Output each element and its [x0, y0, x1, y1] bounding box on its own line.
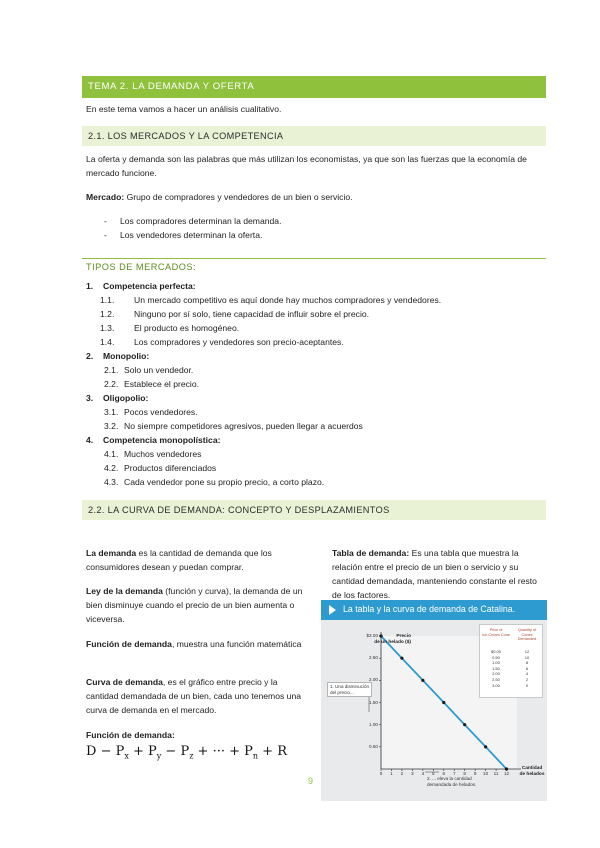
formula-subscript: z: [189, 751, 194, 761]
section-divider: [82, 258, 546, 259]
list-text: Pocos vendedores.: [124, 407, 198, 417]
table-qty-cell: 6: [525, 665, 529, 671]
funcion-demanda-definition: [86, 637, 308, 651]
table-qty-cell: 4: [525, 671, 529, 677]
annotation-quantity-increase: 2. ... eleva la cantidad demandada de helados.: [427, 776, 477, 787]
x-tick-label: 6: [442, 771, 446, 776]
annotation-price-decrease: 1. Una disminución del precio...: [327, 682, 372, 697]
data-point: [400, 657, 403, 660]
table-header-qty: Quantity of Cones Demanded: [517, 628, 537, 641]
tipo-heading-2: [86, 349, 150, 363]
list-item: [100, 293, 442, 307]
formula-subscript: x: [124, 751, 129, 761]
term-bold: Tabla de demanda:: [332, 548, 410, 558]
formula-part: − P: [96, 744, 125, 759]
ley-demanda-definition: [86, 584, 308, 626]
table-price-cell: 0.50: [492, 654, 500, 660]
list-number: 2.1.: [104, 365, 119, 375]
table-qty-cell: 12: [524, 649, 530, 654]
list-text: Ninguno por sí solo, tiene capacidad de influir sobre el precio.: [134, 309, 370, 319]
table-qty-cell: 10: [524, 654, 530, 660]
list-text: No siempre competidores agresivos, pueden llegar a acuerdos: [124, 421, 363, 431]
list-text: Los compradores y vendedores son precio-aceptantes.: [134, 337, 344, 347]
list-item: [104, 475, 325, 489]
x-tick-label: 10: [483, 771, 489, 776]
data-point: [463, 723, 466, 726]
bullet-text: Los compradores determinan la demanda.: [120, 216, 282, 226]
demand-formula: [86, 744, 287, 761]
list-text: Cada vendedor pone su propio precio, a corto plazo.: [124, 477, 325, 487]
funcion-demanda-label: Función de demanda:: [86, 730, 175, 740]
page-number: 9: [308, 776, 314, 786]
table-qty-cell: 0: [525, 682, 529, 688]
list-number: 2.2.: [104, 379, 119, 389]
curva-demanda-definition: [86, 675, 308, 717]
list-number: 1.: [86, 281, 94, 291]
list-text: Muchos vendedores: [124, 449, 202, 459]
term-text: (función y curva), la demanda de un bien disminuye cuando el precio de un bien aumenta o viceversa.: [86, 586, 303, 624]
x-tick-label: 2: [400, 771, 404, 776]
dash-marker: -: [104, 230, 107, 240]
table-price-cell: 2.50: [492, 676, 500, 682]
formula-part: + R: [258, 744, 287, 759]
y-axis-label: Precio de un helado ($): [374, 634, 411, 645]
y-tick-label: 2.50: [369, 655, 378, 661]
tabla-demanda-definition: [332, 546, 546, 602]
table-price-column: [482, 649, 510, 688]
chapter-title-band: [82, 76, 546, 98]
section-2-1-band: [82, 126, 546, 146]
list-number: 3.1.: [104, 407, 119, 417]
mercado-label: Mercado:: [86, 192, 125, 202]
y-tick-label: 2.00: [369, 677, 378, 683]
mercado-definition: [86, 190, 542, 204]
list-label: Oligopolio:: [103, 393, 149, 403]
x-tick-label: 8: [463, 771, 466, 776]
dash-marker: -: [104, 216, 107, 226]
tipo-heading-3: [86, 391, 149, 405]
list-item: [104, 447, 202, 461]
list-label: Competencia perfecta:: [103, 281, 196, 291]
x-tick-label: 4: [421, 771, 425, 776]
formula-part: − P: [161, 744, 190, 759]
term-bold: Ley de la demanda: [86, 586, 163, 596]
table-qty-cell: 2: [525, 676, 529, 682]
y-tick-label: 1.50: [369, 699, 378, 705]
data-point: [421, 679, 424, 682]
list-item: [104, 363, 194, 377]
y-tick-label: 1.00: [369, 721, 378, 727]
data-point: [442, 701, 445, 704]
tipo-heading-4: [86, 433, 221, 447]
formula-subscript: n: [252, 751, 259, 761]
table-qty-cell: 8: [525, 660, 529, 666]
tipos-title: TIPOS DE MERCADOS:: [86, 262, 197, 272]
demand-figure: [321, 600, 547, 801]
list-text: El producto es homogéneo.: [134, 323, 240, 333]
list-number: 4.: [86, 435, 94, 445]
list-item: [100, 335, 344, 349]
table-price-cell: 3.00: [492, 682, 500, 688]
list-text: Productos diferenciados: [124, 463, 217, 473]
play-triangle-icon: [329, 605, 336, 615]
section-2-1-paragraph: La oferta y demanda son las palabras que más utilizan los economistas, ya que son las fuerzas que la economía de mercado funcione.: [86, 154, 527, 178]
bullet-text: Los vendedores determinan la oferta.: [120, 230, 263, 240]
list-label: Monopolio:: [103, 351, 150, 361]
term-text: Es una tabla que muestra la relación entre el precio de un bien o servicio y su cantidad demandada, manteniendo constante el resto de los factores.: [332, 548, 537, 600]
x-tick-label: 7: [452, 771, 456, 776]
list-text: Solo un vendedor.: [124, 365, 194, 375]
table-qty-column: [512, 649, 542, 688]
list-text: Un mercado competitivo es aquí donde hay muchos compradores y vendedores.: [134, 295, 442, 305]
list-number: 1.1.: [100, 295, 115, 305]
list-label: Competencia monopolística:: [103, 435, 221, 445]
formula-part: + P: [128, 744, 157, 759]
list-number: 1.3.: [100, 323, 115, 333]
x-axis-label: Cantidad de helados: [519, 766, 545, 777]
list-item: [104, 405, 198, 419]
x-tick-label: 9: [473, 771, 477, 776]
x-tick-label: 12: [503, 771, 510, 776]
intro-text: En este tema vamos a hacer un análisis cualitativo.: [86, 104, 282, 114]
mercado-text: Grupo de compradores y vendedores de un bien o servicio.: [124, 192, 353, 202]
table-price-cell: 2.00: [492, 671, 500, 677]
list-number: 4.2.: [104, 463, 119, 473]
term-bold: Curva de demanda: [86, 677, 163, 687]
x-tick-label: 0: [379, 771, 383, 776]
chapter-title: TEMA 2. LA DEMANDA Y OFERTA: [88, 81, 255, 92]
demand-table: [479, 624, 543, 698]
x-tick-label: 3: [411, 771, 414, 776]
bullet-vendedores: [104, 228, 263, 242]
list-number: 3.: [86, 393, 94, 403]
term-bold: Función de demanda: [86, 639, 172, 649]
list-number: 3.2.: [104, 421, 119, 431]
table-price-cell: $0.00: [490, 649, 501, 654]
term-bold: La demanda: [86, 548, 137, 558]
list-item: [100, 307, 370, 321]
table-price-cell: 1.00: [492, 660, 500, 666]
x-tick-label: 11: [493, 771, 499, 776]
y-tick-label: $3.00: [366, 633, 378, 638]
list-item: [104, 377, 199, 391]
section-2-2-band: [82, 500, 546, 520]
formula-part: + ··· + P: [193, 744, 253, 759]
tipo-heading-1: [86, 279, 196, 293]
figure-title: La tabla y la curva de demanda de Catalina.: [343, 604, 516, 614]
demanda-definition: [86, 546, 308, 574]
x-tick-label: 1: [390, 771, 393, 776]
list-number: 2.: [86, 351, 94, 361]
bullet-compradores: [104, 214, 282, 228]
list-item: [100, 321, 240, 335]
term-text: es la cantidad de demanda que los consumidores desean y puedan comprar.: [86, 548, 272, 572]
term-text: , muestra una función matemática: [171, 639, 302, 649]
figure-header: [321, 600, 547, 620]
section-2-2-title: 2.2. LA CURVA DE DEMANDA: CONCEPTO Y DESPLAZAMIENTOS: [88, 505, 390, 515]
table-header-price: Price of Ice-Cream Cone: [482, 628, 510, 637]
formula-part: D: [86, 744, 97, 759]
list-item: [104, 419, 363, 433]
list-number: 1.4.: [100, 337, 115, 347]
table-price-cell: 1.50: [492, 665, 500, 671]
list-number: 4.3.: [104, 477, 119, 487]
list-item: [104, 461, 217, 475]
y-tick-label: 0.50: [369, 743, 378, 749]
list-number: 4.1.: [104, 449, 119, 459]
formula-subscript: y: [156, 751, 162, 761]
list-text: Establece el precio.: [124, 379, 199, 389]
section-2-1-title: 2.1. LOS MERCADOS Y LA COMPETENCIA: [88, 131, 284, 141]
x-tick-label: 5: [432, 771, 435, 776]
term-text: , es el gráfico entre precio y la cantidad demandada de un bien, cada uno tenemos una curva de demanda en el mercado.: [86, 677, 302, 715]
data-point: [484, 745, 487, 748]
list-number: 1.2.: [100, 309, 115, 319]
